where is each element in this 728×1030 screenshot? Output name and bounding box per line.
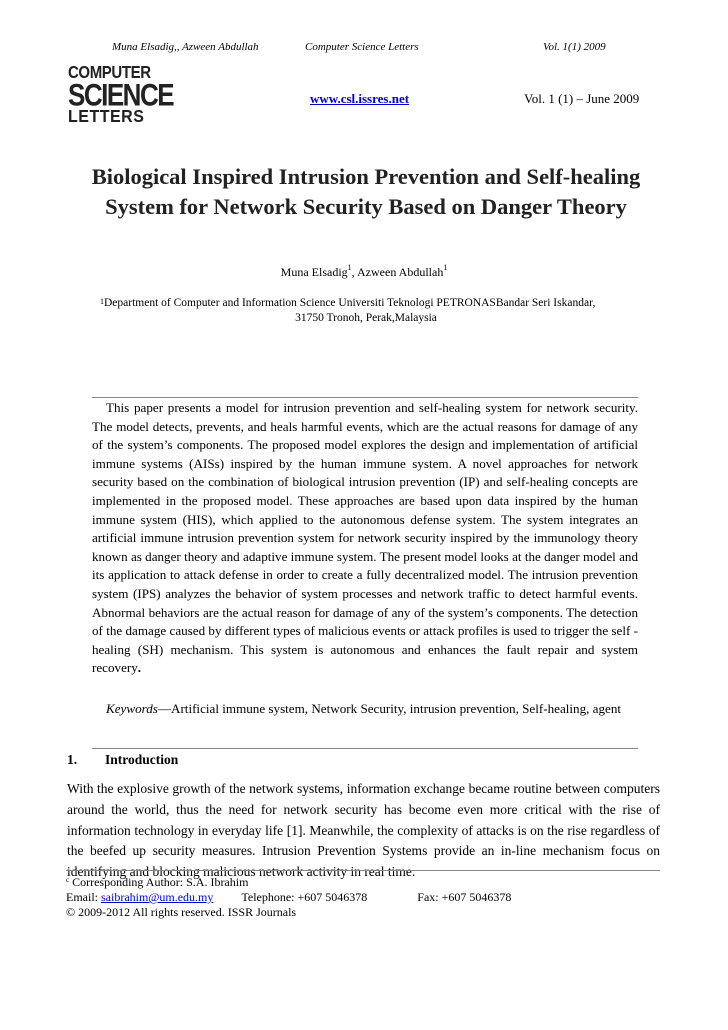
footnote-contact (66, 890, 511, 905)
section-heading (67, 752, 178, 768)
logo-line-science: SCIENCE (68, 76, 174, 113)
fax: Fax: +607 5046378 (417, 890, 512, 904)
author-affiliation-mark: 1 (443, 263, 448, 272)
footnote-mark: c (66, 876, 70, 884)
abstract-end-mark: . (137, 660, 142, 676)
author-line (0, 265, 728, 280)
logo-line-computer: COMPUTER (68, 62, 151, 83)
email-label: Email: (66, 890, 101, 904)
journal-website-link[interactable]: www.csl.issres.net (310, 91, 410, 106)
keywords-label: Keywords (106, 701, 158, 716)
affiliation-line (86, 296, 646, 311)
footnote (66, 875, 511, 920)
affiliation-department: Department of Computer and Information Science Universiti Teknologi PETRONASBandar Seri Iskandar, (104, 297, 596, 309)
keywords-bottom-rule (92, 748, 638, 749)
author-name: Muna Elsadig (280, 265, 348, 279)
running-head-authors: Muna Elsadig,, Azween Abdullah (112, 41, 259, 53)
affiliation-address: 31750 Tronoh, Perak,Malaysia (295, 312, 437, 324)
keywords-dash: — (157, 701, 171, 716)
author-affiliation-mark: 1 (347, 263, 352, 272)
copyright: © 2009-2012 All rights reserved. ISSR Journals (66, 905, 297, 919)
running-head-journal: Computer Science Letters (305, 41, 419, 53)
footnote-rule (66, 870, 660, 871)
abstract-top-rule (92, 397, 638, 398)
keywords-text: Artificial immune system, Network Security, intrusion prevention, Self-healing, agent (170, 701, 622, 716)
telephone: Telephone: +607 5046378 (241, 890, 368, 904)
abstract-text: This paper presents a model for intrusion prevention and self-healing system for network security. The model detects, prevents, and heals harmful events, which are the actual reasons for damage of any of the system’s components. The proposed model explores the design and implementation of artificial immune systems (AISs) inspired by the human immune system. A novel approaches for network security based on the combination of biological intrusion prevention (IP) and self-healing concepts are implemented in the proposed model. These approaches are based upon data inspired by the human immune system (HIS), which applied to the autonomous defense system. The system integrates an artificial immune intrusion prevention system for network security inspired by the immunology theory known as danger theory and adaptive immune system. The present model looks at the danger model and its application to attack defense in order to create a fully decentralized model. The intrusion prevention system (IPS) analyzes the behavior of system processes and network traffic to detect harmful events. Abnormal behaviors are the actual reason for damage of any of the system’s components. The detection of the damage caused by different types of malicious events or attack profiles is used to trigger the self - healing (SH) mechanism. This system is autonomous and enhances the fault repair and system recovery (92, 400, 638, 676)
affiliation-mark: 1 (100, 297, 104, 306)
author-name: Azween Abdullah (357, 265, 444, 279)
logo-line-letters: LETTERS (68, 107, 145, 127)
section-title: Introduction (105, 752, 179, 767)
paper-title: Biological Inspired Intrusion Prevention and Self-healing System for Network Security Based on Danger Theory (91, 164, 641, 219)
volume-date: Vol. 1 (1) – June 2009 (524, 91, 640, 106)
affiliation (86, 296, 646, 326)
corresponding-author: Corresponding Author: S.A. Ibrahim (69, 875, 249, 889)
introduction-paragraph: With the explosive growth of the network systems, information exchange became routine between computers around the world, thus the need for network security has become even more critical with the rise of information technology in everyday life [1]. Meanwhile, the complexity of attacks is on the rise regardless of the beefed up security measures. Intrusion Prevention Systems provide an in-line mechanism focus on identifying and blocking malicious network activity in real time. (67, 781, 660, 880)
abstract (92, 399, 638, 678)
email-link[interactable]: saibrahim@um.edu.my (101, 890, 214, 904)
journal-logo (68, 62, 174, 130)
running-head-volume: Vol. 1(1) 2009 (543, 41, 606, 53)
keywords (92, 700, 638, 719)
author-separator: , (351, 265, 358, 279)
section-number: 1. (67, 752, 78, 767)
footnote-corresponding (66, 875, 511, 890)
